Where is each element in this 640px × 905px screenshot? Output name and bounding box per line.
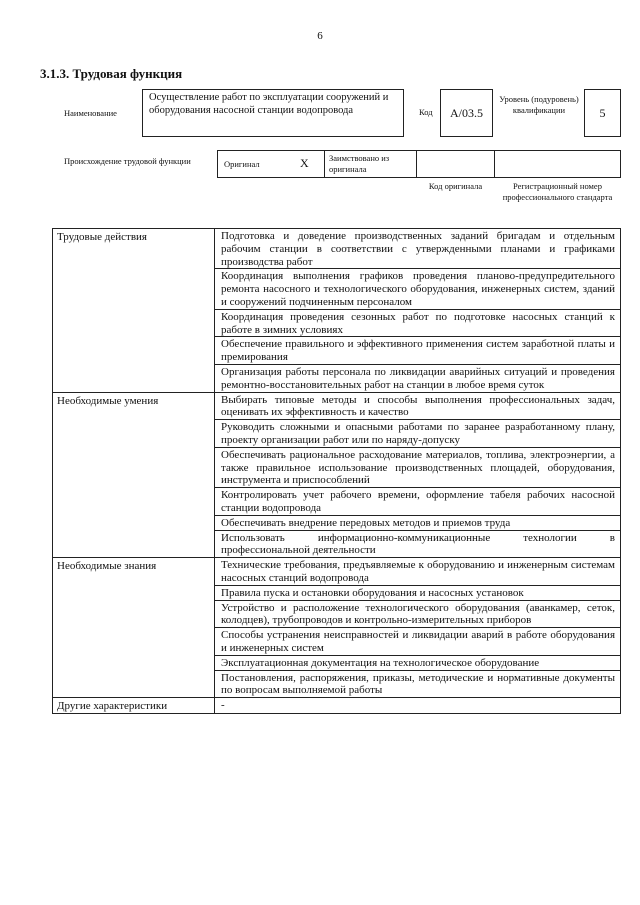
registration-number-caption: Регистрационный номер профессионального стандарта [502, 181, 613, 202]
list-item: Обеспечение правильного и эффективного применения систем заработной платы и премирования [215, 337, 621, 365]
list-item: Координация проведения сезонных работ по подготовке насосных станций к работе в зимних условиях [215, 309, 621, 337]
list-item: Устройство и расположение технологического оборудования (аванкамер, сеток, колодцев), трубопроводов и контрольно-измерительных приборов [215, 600, 621, 628]
table-row [53, 698, 621, 714]
list-item: Эксплуатационная документация на технологическое оборудование [215, 655, 621, 670]
list-item: Координация выполнения графиков проведения планово-предупредительного ремонта насосного и технологического оборудования, инженерных систем, зданий и сооружений подчиненным персоналом [215, 269, 621, 309]
category-cell [53, 558, 215, 698]
category-label: Трудовые действия [57, 231, 147, 243]
borrowed-label: Заимствовано из оригинала [329, 153, 390, 174]
function-code-field: A/03.5 [440, 89, 493, 137]
category-cell [53, 392, 215, 558]
list-item: Технические требования, предъявляемые к оборудованию и инженерным системам насосных станций водопровода [215, 558, 621, 586]
list-item: Способы устранения неисправностей и ликвидации аварий в работе оборудования и инженерных систем [215, 628, 621, 656]
table-row [53, 229, 621, 269]
original-mark: X [300, 156, 309, 170]
list-item: Обеспечивать внедрение передовых методов и приемов труда [215, 515, 621, 530]
list-item: - [215, 698, 621, 714]
section-title: 3.1.3. Трудовая функция [40, 66, 183, 81]
category-label: Необходимые умения [57, 394, 159, 407]
function-name-field: Осуществление работ по эксплуатации сооружений и оборудования насосной станции водопровода [142, 89, 404, 137]
list-item: Контролировать учет рабочего времени, оформление табеля рабочих насосной станции водопровода [215, 488, 621, 516]
origin-row [217, 150, 621, 178]
origin-label: Происхождение трудовой функции [64, 156, 191, 166]
category-label: Другие характеристики [57, 700, 168, 713]
list-item: Обеспечивать рациональное расходование материалов, топлива, электроэнергии, а также правильное использование производственных площадей, оборудования, инструмента и приспособлений [215, 447, 621, 487]
name-label: Наименование [64, 108, 117, 118]
original-code-cell [417, 151, 495, 177]
list-item: Постановления, распоряжения, приказы, методические и нормативные документы по вопросам выполняемой работы [215, 670, 621, 698]
table-row [53, 558, 621, 586]
list-item: Правила пуска и остановки оборудования и насосных установок [215, 585, 621, 600]
category-cell [53, 698, 215, 714]
qualification-level-label: Уровень (подуровень) квалификации [499, 94, 579, 115]
list-item: Организация работы персонала по ликвидации аварийных ситуаций и проведения ремонтно-восстановительных работ на станции в любое время суток [215, 364, 621, 392]
function-details-table [52, 228, 621, 714]
borrowed-cell [325, 151, 417, 177]
category-label: Необходимые знания [57, 560, 157, 573]
list-item: Выбирать типовые методы и способы выполнения профессиональных задач, оценивать их эффективность и качество [215, 392, 621, 420]
list-item: Руководить сложными и опасными работами по заранее разработанному плану, проекту организации работ или по наряду-допуску [215, 420, 621, 448]
list-item: Подготовка и доведение производственных заданий бригадам и отдельным рабочим станции в соответствии с утвержденными планами и графиками производства работ [215, 229, 621, 269]
code-label: Код [419, 107, 433, 117]
category-cell [53, 229, 215, 393]
list-item: Использовать информационно-коммуникационные технологии в профессиональной деятельности [215, 530, 621, 558]
original-code-caption: Код оригинала [428, 181, 483, 191]
qualification-level-field: 5 [584, 89, 621, 137]
table-row [53, 392, 621, 420]
original-cell [218, 151, 325, 177]
registration-number-cell [495, 151, 622, 177]
page-number: 6 [317, 30, 323, 42]
original-label: Оригинал [224, 159, 260, 169]
